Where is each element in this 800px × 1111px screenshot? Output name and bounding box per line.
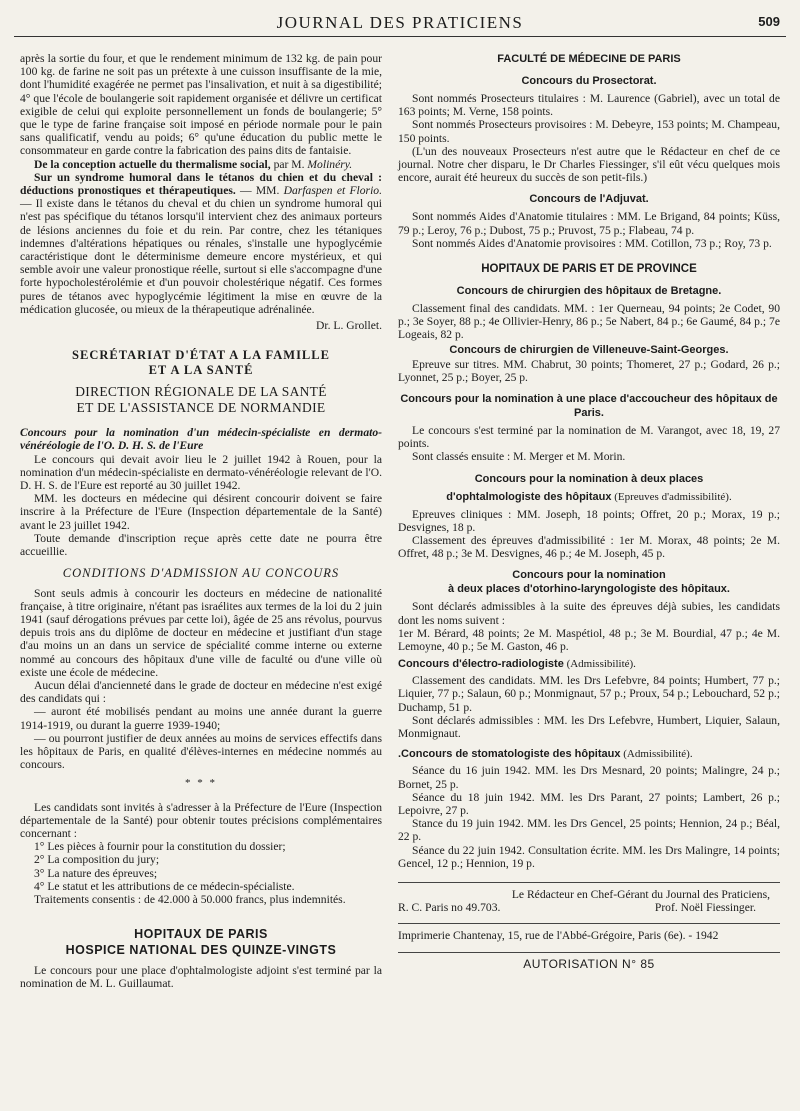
quinze-vingts-title: HOSPICE NATIONAL DES QUINZE-VINGTS bbox=[65, 943, 337, 958]
paragraph-anciennete: Aucun délai d'ancienneté dans le grade de docteur en médecine n'est exigé des candidats qui : bbox=[20, 678, 382, 706]
separator-stars: * * * bbox=[185, 777, 217, 790]
list-item-2: 2° La composition du jury; bbox=[34, 853, 160, 867]
paragraph-traitements: Traitements consentis : de 42.000 à 50.000 francs, plus indemnités. bbox=[34, 892, 346, 906]
paragraph-demande: Toute demande d'inscription reçue après cette date ne pourra être accueillie. bbox=[20, 531, 382, 559]
paragraph-seance-16: Séance du 16 juin 1942. MM. les Drs Mesnard, 20 points; Malingre, 24 p.; Bornet, 25 p. bbox=[398, 764, 780, 791]
adjuvat-title: Concours de l'Adjuvat. bbox=[529, 193, 649, 206]
direction-title-1: DIRECTION RÉGIONALE DE LA SANTÉ bbox=[75, 384, 327, 400]
left-column bbox=[20, 52, 382, 991]
paragraph-thermalisme bbox=[20, 158, 382, 171]
bretagne-title: Concours de chirurgien des hôpitaux de Bretagne. bbox=[456, 285, 722, 298]
electro-title-main: Concours d'électro-radiologiste bbox=[398, 658, 564, 671]
hopitaux-province-title: HOPITAUX DE PARIS ET DE PROVINCE bbox=[481, 263, 697, 276]
orl-title-1: Concours pour la nomination bbox=[512, 569, 666, 582]
footer-rule-1 bbox=[398, 882, 780, 883]
tetanos-title: Sur un syndrome humoral dans le tétanos du chien et du cheval : déductions pronostiques et thérapeutiques. bbox=[20, 170, 382, 198]
stomato-title-sub: (Admissibilité). bbox=[620, 748, 693, 761]
paragraph-seance-18: Séance du 18 juin 1942. MM. les Drs Parant, 27 points; Lambert, 26 p.; Lepoivre, 27 p. bbox=[398, 790, 780, 817]
paragraph-classement-ophtalmo: Classement des épreuves d'admissibilité : 1er M. Morax, 48 points; 2e M. Offret, 48 p.; 3e M. Desvignes, 46 p.; 4e M. Joseph, 45 p. bbox=[398, 534, 780, 561]
signature-grollet: Dr. L. Grollet. bbox=[315, 319, 382, 333]
footer-rule-3 bbox=[398, 952, 780, 953]
paragraph-merger: Sont classés ensuite : M. Merger et M. Morin. bbox=[412, 450, 626, 464]
electro-title-sub: (Admissibilité). bbox=[563, 658, 636, 671]
page-header bbox=[14, 8, 786, 37]
paragraph-prosecteurs-provisoires: Sont nommés Prosecteurs provisoires : M. Debeyre, 153 points; M. Champeau, 150 points. bbox=[398, 118, 780, 145]
footer-imprimerie: Imprimerie Chantenay, 15, rue de l'Abbé-Grégoire, Paris (6e). - 1942 bbox=[398, 929, 719, 943]
direction-title bbox=[20, 384, 382, 416]
paragraph-seance-19: Stance du 19 juin 1942. MM. les Drs Gencel, 25 points; Hennion, 24 p.; Béal, 22 p. bbox=[398, 817, 780, 844]
prosectorat-title: Concours du Prosectorat. bbox=[521, 75, 657, 87]
electro-title bbox=[398, 657, 780, 671]
orl-title-2: à deux places d'otorhino-laryngologiste des hôpitaux. bbox=[448, 583, 730, 596]
paragraph-varangot: Le concours s'est terminé par la nomination de M. Varangot, avec 18, 19, 27 points. bbox=[398, 424, 780, 451]
paragraph-bread: après la sortie du four, et que le rendement minimum de 132 kg. de pain pour 100 kg. de farine ne soit pas un prétexte à une cuisson insuffisante de la mie, dont l'humidité exagérée ne permet pas l'insalivation, et nuit à sa digestibilité; 4° que l'école de boulangerie soit rapidement organisée et délivre un certificat exigible de celui qui exploite personnellement un fonds de boulangerie; 5° que le type de farine française soit imposé en période normale pour le pain sans qualificatif, vendu au poids; 6° qu'une éducation du public mette le consommateur en garde contre la fabrication des pains dits de fantaisie. bbox=[20, 52, 382, 158]
paragraph-aides-titulaires: Sont nommés Aides d'Anatomie titulaires : MM. Le Brigand, 84 points; Küss, 79 p.; Leroy, 76 p.; Dubost, 75 p.; Pruvost, 75 p.; Flabeau, 74 p. bbox=[398, 210, 780, 237]
hopitaux-paris-title: HOPITAUX DE PARIS bbox=[134, 927, 268, 942]
tetanos-text: — Il existe dans le tétanos du cheval et du chien un syndrome humoral qui n'est pas spécifique du tétanos lorsqu'il intervient chez des animaux porteurs de lésions anciennes du foie et du rein. Par contre, chez les tétaniques indemnes d'altérations hépatiques ou rénales, s'installe une hypoglycémie caractéristique dont le déterminisme demeure encore mystérieux, et qui semble avoir une valeur pronostique réelle, surtout si elle s'accompagne d'une forte hypocholestérolémie et d'un pouvoir cholestérique négatif. Ces formes pures de tétanos avec hypoglycémie légitiment la mise en œuvre de la médication glucosée, ou mieux de la thérapeutique adrénalinée. bbox=[20, 197, 382, 316]
footer-redacteur: Le Rédacteur en Chef-Gérant du Journal des Praticiens, bbox=[511, 887, 770, 901]
ophtalmo-title-2-main: d'ophtalmologiste des hôpitaux bbox=[446, 490, 612, 503]
direction-title-2: ET DE L'ASSISTANCE DE NORMANDIE bbox=[76, 400, 326, 416]
paragraph-seance-22: Séance du 22 juin 1942. Consultation écrite. MM. les Drs Malingre, 14 points; Gencel, 12 p.; Hennion, 19 p. bbox=[398, 843, 780, 870]
footer-row bbox=[398, 901, 780, 914]
page-number: 509 bbox=[758, 14, 780, 29]
secretariat-title-2: ET A LA SANTÉ bbox=[148, 363, 254, 378]
paragraph-orl-admissibles: Sont déclarés admissibles à la suite des épreuves déjà subies, les candidats dont les noms suivent : bbox=[398, 600, 780, 627]
paragraph-electro-classement: Classement des candidats. MM. les Drs Lefebvre, 84 points; Humbert, 77 p.; Liquier, 77 p.; Salaun, 60 p.; Monmignaut, 57 p.; Proux, 54 p.; Lebouchard, 52 p.; Duchamp, 51 p. bbox=[398, 674, 780, 714]
paragraph-mobilises: — auront été mobilisés pendant au moins une année durant la guerre 1914-1919, ou durant la guerre 1939-1940; bbox=[20, 705, 382, 732]
list-item-3: 3° La nature des épreuves; bbox=[34, 866, 158, 880]
footer-rc: R. C. Paris no 49.703. bbox=[398, 901, 501, 915]
conditions-title: CONDITIONS D'ADMISSION AU CONCOURS bbox=[62, 566, 340, 581]
accoucheur-title: Concours pour la nomination à une place d'accoucheur des hôpitaux de Paris. bbox=[400, 393, 778, 420]
paragraph-report: Le concours qui devait avoir lieu le 2 juillet 1942 à Rouen, pour la nomination d'un médecin-spécialiste en dermato-vénéréologie relevant de l'O. D. H. S. de l'Eure est reporté au 30 juillet 1942. bbox=[20, 452, 382, 493]
paragraph-hopitaux: — ou pourront justifier de deux années au moins de services effectifs dans les hôpitaux de Paris, en qualité d'élèves-internes en médecine nommés au concours. bbox=[20, 731, 382, 772]
secretariat-title-1: SECRÉTARIAT D'ÉTAT A LA FAMILLE bbox=[72, 348, 330, 363]
paragraph-classement-bretagne: Classement final des candidats. MM. : 1er Querneau, 94 points; 2e Codet, 90 p.; 3e Soyer, 88 p.; 4e Ollivier-Henry, 86 p.; 5e Nabert, 84 p.; 6e Gaumé, 84 p.; 7e Logeais, 82 p. bbox=[398, 302, 780, 342]
tetanos-authors: Darfaspen et Florio. bbox=[283, 184, 382, 198]
right-column bbox=[398, 52, 780, 971]
running-title: JOURNAL DES PRATICIENS bbox=[276, 13, 524, 32]
list-item-4: 4° Le statut et les attributions de ce médecin-spécialiste. bbox=[34, 879, 295, 893]
paragraph-villeneuve: Epreuve sur titres. MM. Chabrut, 30 points; Thomeret, 27 p.; Godard, 26 p.; Lyonnet, 25 p.; Boyer, 25 p. bbox=[398, 357, 780, 384]
paragraph-orl-classement: 1er M. Bérard, 48 points; 2e M. Maspétiol, 48 p.; 3e M. Bourdial, 47 p.; 4e M. Lemoyne, 40 p.; 5e M. Gaston, 46 p. bbox=[398, 626, 780, 654]
paragraph-inscription: MM. les docteurs en médecine qui désirent concourir doivent se faire inscrire à la Préfecture de l'Eure (Inspection départementale de la Santé) avant le 23 juillet 1942. bbox=[20, 492, 382, 532]
thermalisme-author: Molinéry. bbox=[307, 157, 353, 171]
autorisation: AUTORISATION N° 85 bbox=[523, 956, 655, 971]
ophtalmo-title-2-sub: (Epreuves d'admissibilité). bbox=[611, 490, 732, 503]
footer-rule-2 bbox=[398, 923, 780, 924]
villeneuve-title: Concours de chirurgien de Villeneuve-Saint-Georges. bbox=[449, 343, 729, 356]
concours-dermato-title: Concours pour la nomination d'un médecin-spécialiste en dermato-vénéréologie de l'O. D. H. S. de l'Eure bbox=[20, 426, 382, 453]
ophtalmo-title-2 bbox=[398, 490, 780, 504]
paragraph-electro-admissibles: Sont déclarés admissibles : MM. les Drs Lefebvre, Humbert, Liquier, Salaun, Monmignaut. bbox=[398, 713, 780, 741]
paragraph-tetanos bbox=[20, 171, 382, 316]
thermalisme-by: par M. bbox=[270, 157, 308, 171]
paragraph-invites: Les candidats sont invités à s'adresser à la Préfecture de l'Eure (Inspection départementale de la Santé) pour obtenir toutes précisions complémentaires concernant : bbox=[20, 800, 382, 840]
faculte-title: FACULTÉ DE MÉDECINE DE PARIS bbox=[497, 53, 681, 65]
ophtalmo-title-1: Concours pour la nomination à deux places bbox=[474, 472, 704, 485]
paragraph-note-redacteur: (L'un des nouveaux Prosecteurs n'est autre que le Rédacteur en chef de ce journal. Notre cher disparu, le Dr Charles Fiessinger, s'il eût vécu quelques mois encore, aurait été heureux du succès de son petit-fils.) bbox=[398, 144, 780, 185]
paragraph-ophtalmo-adjoint: Le concours pour une place d'ophtalmologiste adjoint s'est terminé par la nomination de M. L. Guillaumat. bbox=[20, 964, 382, 991]
paragraph-admis: Sont seuls admis à concourir les docteurs en médecine de nationalité française, à titre originaire, n'étant pas israélites aux termes de la loi du 2 juin 1941 (sauf dérogations prévues par cette loi), âgée de 25 ans révolus, pourvus depuis trois ans du diplôme de docteur en médecine et justifiant d'un stage d'au moins un an dans un service de spécialité comme interne ou externe nommé au concours des hôpitaux d'une ville de faculté ou d'une ville où existe une école de médecine. bbox=[20, 586, 382, 679]
stomato-title-main: .Concours de stomatologiste des hôpitaux bbox=[398, 748, 621, 761]
paragraph-epreuves-cliniques: Epreuves cliniques : MM. Joseph, 18 points; Offret, 20 p.; Morax, 19 p.; Desvignes, 18 p. bbox=[398, 507, 780, 534]
thermalisme-title: De la conception actuelle du thermalisme social, bbox=[34, 157, 271, 171]
paragraph-prosecteurs-titulaires: Sont nommés Prosecteurs titulaires : M. Laurence (Gabriel), avec un total de 163 points; M. Verne, 158 points. bbox=[398, 92, 780, 119]
stomato-title bbox=[398, 747, 780, 761]
footer-prof: Prof. Noël Fiessinger. bbox=[654, 901, 756, 915]
paragraph-aides-provisoires: Sont nommés Aides d'Anatomie provisoires : MM. Cotillon, 73 p.; Roy, 73 p. bbox=[412, 236, 772, 250]
list-item-1: 1° Les pièces à fournir pour la constitution du dossier; bbox=[34, 840, 286, 854]
tetanos-mm: — MM. bbox=[235, 184, 284, 198]
